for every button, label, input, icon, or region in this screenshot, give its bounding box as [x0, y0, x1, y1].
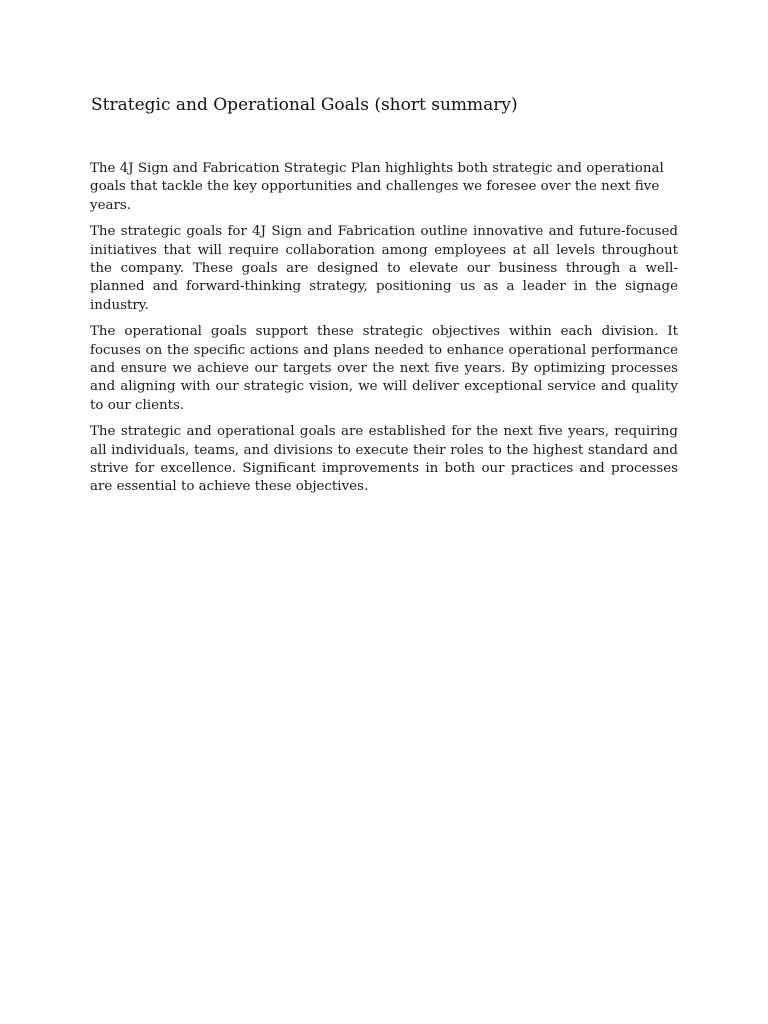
- paragraph-operational-goals: The operational goals support these strategic objectives within each division. It focuses on the specific actions and plans needed to enhance operational performance and ensure we achieve our targets over the next five years. By optimizing processes and aligning with our strategic vision, we will deliver exceptional service and quality to our clients.: [90, 324, 678, 413]
- document-title: Strategic and Operational Goals (short summary): [91, 95, 518, 115]
- paragraph-intro: The 4J Sign and Fabrication Strategic Plan highlights both strategic and operational goals that tackle the key opportunities and challenges we foresee over the next five years.: [90, 161, 664, 213]
- paragraph-conclusion: The strategic and operational goals are established for the next five years, requiring all individuals, teams, and divisions to execute their roles to the highest standard and strive for excellence. Significant improvements in both our practices and processes are essential to achieve these objectives.: [90, 424, 678, 495]
- document-body: [90, 160, 678, 505]
- paragraph-strategic-goals: The strategic goals for 4J Sign and Fabrication outline innovative and future-focused initiatives that will require collaboration among employees at all levels throughout the company. These goals are designed to elevate our business through a well-planned and forward-thinking strategy, positioning us as a leader in the signage industry.: [90, 224, 678, 313]
